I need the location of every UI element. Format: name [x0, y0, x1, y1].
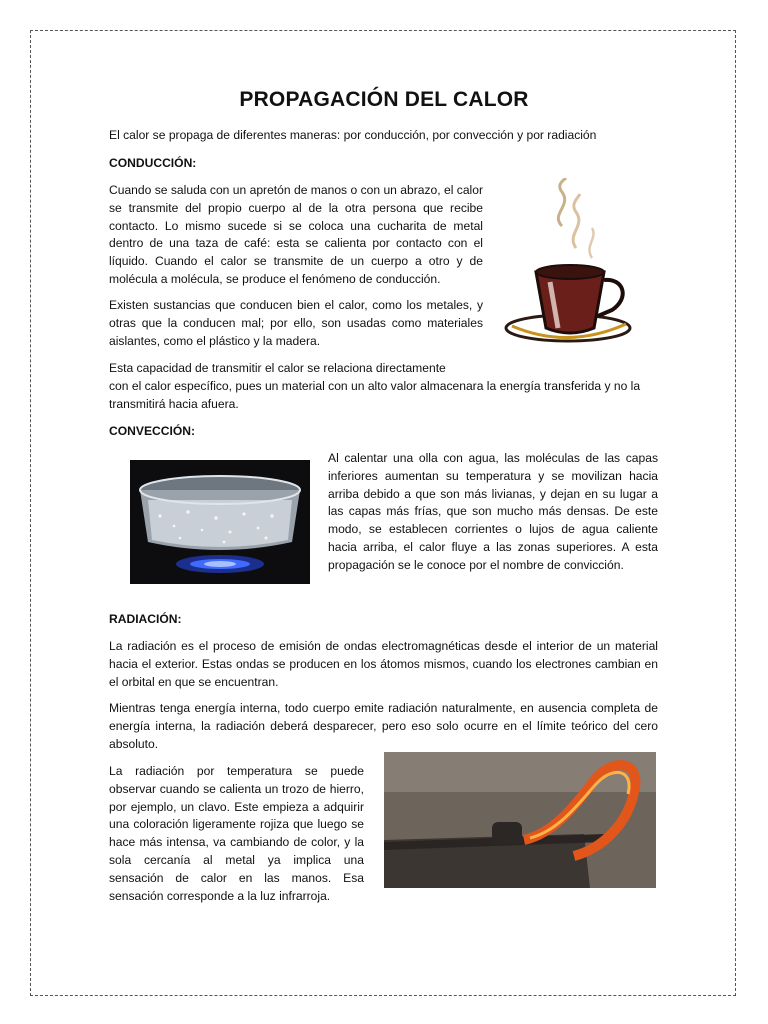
intro-text: El calor se propaga de diferentes maneras: por conducción, por convección y por radiación [109, 128, 597, 142]
boiling-water-pot-image [130, 460, 310, 584]
conduccion-paragraph-3-line-1: Esta capacidad de transmitir el calor se relaciona directamente [109, 361, 446, 375]
conveccion-heading: CONVECCIÓN: [109, 424, 196, 438]
conveccion-paragraph: Al calentar una olla con agua, las moléculas de las capas inferiores aumentan su temperatura y se movilizan hacia arriba debido a que son más livianas, y dejan en su lugar a las capas más frías, que son mucho más densas. De este modo, se establecen corrientes o lujos de agua caliente hacia arriba, el calor fluye a las zonas superiores. A esta propagación se le conoce por el nombre de convicción. [328, 451, 658, 572]
radiacion-paragraph-2: Mientras tenga energía interna, todo cuerpo emite radiación naturalmente, en ausencia completa de energía interna, la radiación deberá desparecer, pero eso solo ocurre en el límite teórico del cero absoluto. [109, 701, 658, 751]
coffee-cup-image [500, 178, 640, 353]
conduccion-heading: CONDUCCIÓN: [109, 156, 197, 170]
conduccion-paragraph-2: Existen sustancias que conducen bien el calor, como los metales, y otras que la conducen mal; por ello, son usadas como materiales aislantes, como el plástico y la madera. [109, 298, 483, 348]
radiacion-paragraph-3: La radiación por temperatura se puede observar cuando se calienta un trozo de hierro, por ejemplo, un clavo. Este empieza a adquirir una coloración ligeramente rojiza que luego se hace más intensa, va cambiando de color, y la sola cercanía al metal ya implica una sensación de calor en las manos. Esa sensación corresponde a la luz infrarroja. [109, 764, 364, 903]
conduccion-paragraph-1: Cuando se saluda con un apretón de manos o con un abrazo, el calor se transmite del propio cuerpo al de la otra persona que recibe contacto. Lo mismo sucede si se coloca una cucharita de metal dentro de una taza de café: esta se calienta por contacto con el líquido. Cuando el calor se transmite de un cuerpo a otro y de molécula a molécula, se produce el fenómeno de conducción. [109, 183, 483, 286]
hot-iron-image [384, 752, 656, 888]
radiacion-paragraph-1: La radiación es el proceso de emisión de ondas electromagnéticas desde el interior de un material hacia el exterior. Estas ondas se producen en los átomos mismos, cuando los electrones cambian en el orbital en que se encuentran. [109, 639, 658, 689]
conduccion-paragraph-3: con el calor específico, pues un material con un alto valor almacenara la energía transferida y no la transmitirá hacia afuera. [109, 379, 641, 411]
page-title: PROPAGACIÓN DEL CALOR [239, 88, 529, 111]
radiacion-heading: RADIACIÓN: [109, 612, 182, 626]
